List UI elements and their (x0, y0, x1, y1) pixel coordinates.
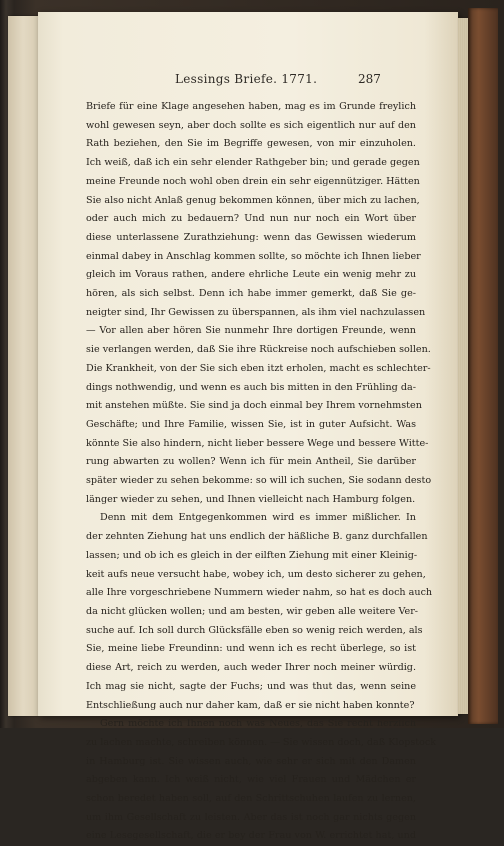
text-line: Ich mag sie nicht, sagte der Fuchs; und was thut das, wenn seine (86, 680, 416, 692)
text-line: alle Ihre vorgeschriebene Nummern wieder nahm, so hat es doch auch (86, 587, 433, 599)
text-line: später wieder zu sehen bekomme: so will ich suchen, Sie sodann desto (86, 475, 432, 487)
text-line: Sie, meine liebe Freundinn: und wenn ich es recht überlege, so ist (86, 643, 416, 655)
text-line: lassen; und ob ich es gleich in der eilften Ziehung mit einer Kleinig- (86, 549, 418, 561)
text-line: mit anstehen müßte. Sie sind ja doch einmal bey Ihrem vornehmsten (86, 400, 422, 412)
text-line: der zehnten Ziehung hat uns endlich der häßliche B. ganz durchfallen (86, 531, 428, 543)
text-line: könnte Sie also hindern, nicht lieber bessere Wege und bessere Witte- (86, 437, 429, 449)
text-line: oder auch mich zu bedauern? Und nun nur noch ein Wort über (86, 213, 416, 225)
text-line: diese Art, reich zu werden, auch weder Ihrer noch meiner würdig. (86, 662, 416, 674)
text-line: länger wieder zu sehen, und Ihnen vielleicht nach Hamburg folgen. (86, 493, 416, 505)
page-edges (458, 18, 468, 714)
text-line: Geschäfte; und Ihre Familie, wissen Sie, ist in guter Aufsicht. Was (86, 418, 416, 430)
text-line: einmal dabey in Anschlag kommen sollte, so möchte ich Ihnen lieber (86, 250, 421, 262)
text-line: Die Krankheit, von der Sie sich eben itzt erholen, macht es schlechter- (86, 362, 431, 374)
text-line: wohl gewesen seyn, aber doch sollte es sich eigentlich nur auf den (86, 119, 416, 131)
text-line: Denn mit dem Entgegenkommen wird es immer mißlicher. In (100, 512, 416, 524)
text-line: meine Freunde noch wohl oben drein ein sehr eigennütziger. Hätten (86, 175, 420, 187)
text-line: schon beredet haben soll, auf den Schrittschuhen laufen zu lernen, (86, 793, 416, 805)
text-line: hören, als sich selbst. Denn ich habe immer gemerkt, daß Sie ge- (86, 288, 416, 300)
text-line: Briefe für eine Klage angesehen haben, mag es im Grunde freylich (86, 101, 416, 112)
book-page (38, 12, 458, 842)
text-line: — Vor allen aber hören Sie nunmehr Ihre dortigen Freunde, wenn (86, 325, 416, 337)
facing-page-edge (8, 16, 38, 716)
body-text (86, 98, 437, 846)
text-line: suche auf. Ich soll durch Glücksfälle eben so wenig reich werden, als (86, 624, 423, 636)
text-line: Sie also nicht Anlaß genug bekommen können, über mich zu lachen, (86, 194, 420, 206)
text-line: Rath beziehen, den Sie im Begriffe gewesen, von mir einzuholen. (86, 138, 416, 150)
text-line: neigter sind, Ihr Gewissen zu überspannen, als ihm viel nachzulassen (86, 306, 426, 318)
text-line: keit aufs neue versucht habe, wobey ich, um desto sicherer zu gehen, (86, 568, 426, 580)
page-number: 287 (358, 72, 381, 86)
text-line: um ihm Gesellschaft zu leisten. Aber das ist noch gar nichts gegen (86, 811, 416, 823)
text-line: Entschließung auch nur daher kam, daß er sie nicht haben konnte? (86, 699, 415, 711)
text-line: zu lachen machte, schreiben können. — Sie wissen doch, daß Klopstock (86, 736, 437, 748)
text-line: sie verlangen werden, daß Sie ihre Rückreise noch aufschieben sollen. (86, 344, 431, 356)
text-line: abgeben kann. Ich weiß nicht, wie viel Frauen und Mädchen er (86, 774, 416, 786)
text-line: diese unterlassene Zurathziehung: wenn das Gewissen wiederum (86, 231, 416, 243)
running-head: Lessings Briefe. 1771. (175, 72, 318, 86)
text-line: eine Lesegesellschaft, die er bey der Frau von W. errichtet hat, und (86, 830, 416, 842)
text-line: da nicht glücken wollen; und am besten, wir geben alle weitere Ver- (86, 605, 419, 617)
text-line: gleich im Voraus rathen, andere ehrliche Leute ein wenig mehr zu (86, 269, 416, 281)
text-line: Gern möchte ich Ihnen noch was Neues, das Sie recht herzlich (100, 718, 416, 730)
text-line: Ich weiß, daß ich ein sehr elender Rathgeber bin; und gerade gegen (86, 157, 420, 169)
text-line: dings nothwendig, und wenn es auch bis mitten in den Frühling da- (86, 381, 416, 393)
page-header (38, 72, 458, 92)
book-cover (468, 8, 498, 724)
text-line: in Hamburg ist. Sie wissen auch, wie sehr er sich mit den Damen (86, 755, 416, 767)
text-line: rung abwarten zu wollen? Wenn ich für mein Antheil, Sie darüber (86, 456, 416, 468)
